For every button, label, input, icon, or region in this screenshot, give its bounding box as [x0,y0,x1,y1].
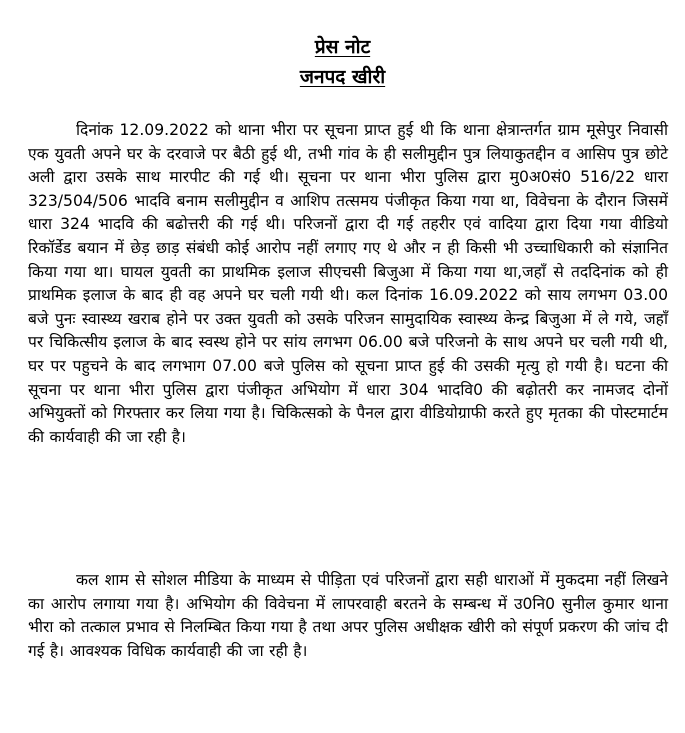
document-title: प्रेस नोट [314,36,371,58]
paragraph-incident-details: दिनांक 12.09.2022 को थाना भीरा पर सूचना प्राप्त हुई थी कि थाना क्षेत्रान्तर्गत ग्राम मूसेपुर निवासी एक युवती अपने घर के दरवाजे पर बैठी हुई थी, तभी गांव के ही सलीमुद्दीन पुत्र लियाकुतद्दीन व आसिप पुत्र छोटे अली द्वारा उसके साथ मारपीट की गई थी। सूचना पर थाना भीरा पुलिस द्वारा मु0अ0सं0 516/22 धारा 323/504/506 भादवि बनाम सलीमुद्दीन व आशिप तत्समय पंजीकृत किया गया था, विवेचना के दौरान जिसमें धारा 324 भादवि की बढोत्तरी की गई थी। परिजनों द्वारा दी गई तहरीर एवं वादिया द्वारा दिया गया वीडियो रिकॉर्डेड बयान में छेड़ छाड़ संबंधी कोई आरोप नहीं लगाए गए थे और न ही किसी भी उच्चाधिकारी को संज्ञानित किया गया था। घायल युवती का प्राथमिक इलाज सीएचसी बिजुआ में किया गया था,जहाँ से तददिनांक को ही प्राथमिक इलाज के बाद ही वह अपने घर चली गयी थी। कल दिनांक 16.09.2022 को साय लगभग 03.00 बजे पुनः स्वास्थ्य खराब होने पर उक्त युवती को उसके परिजन सामुदायिक स्वास्थ्य केन्द्र बिजुआ में ले गये, जहाँ पर चिकित्सीय इलाज के बाद स्वस्थ होने पर सांय लगभग 06.00 बजे परिजनो के साथ अपने घर चली गयी थी, घर पर पहुचने के बाद लगभाग 07.00 बजे पुलिस को सूचना प्राप्त हुई की उसकी मृत्यु हो गयी है। घटना की सूचना पर थाना भीरा पुलिस द्वारा पंजीकृत अभियोग में धारा 304 भादवि0 की बढ़ोतरी कर नामजद दोनों अभियुक्तों को गिरफ्तार कर लिया गया है। चिकित्सको के पैनल द्वारा वीडियोग्राफी करते हुए मृतका की पोस्टमार्टम की कार्यवाही की जा रही है। [28,121,668,446]
document-subtitle-wrapper [0,64,685,90]
document-subtitle: जनपद खीरी [299,66,386,88]
paragraph-action-taken: कल शाम से सोशल मीडिया के माध्यम से पीड़िता एवं परिजनों द्वारा सही धाराओं में मुकदमा नहीं लिखने का आरोप लगाया गया है। अभियोग की विवेचना में लापरवाही बरतने के सम्बन्ध में उ0नि0 सुनील कुमार थाना भीरा को तत्काल प्रभाव से निलम्बित किया गया है तथा अपर पुलिस अधीक्षक खीरी को संपूर्ण प्रकरण की जांच दी गई है। आवश्यक विधिक कार्यवाही की जा रही है। [28,571,668,660]
document-title-wrapper [0,34,685,60]
